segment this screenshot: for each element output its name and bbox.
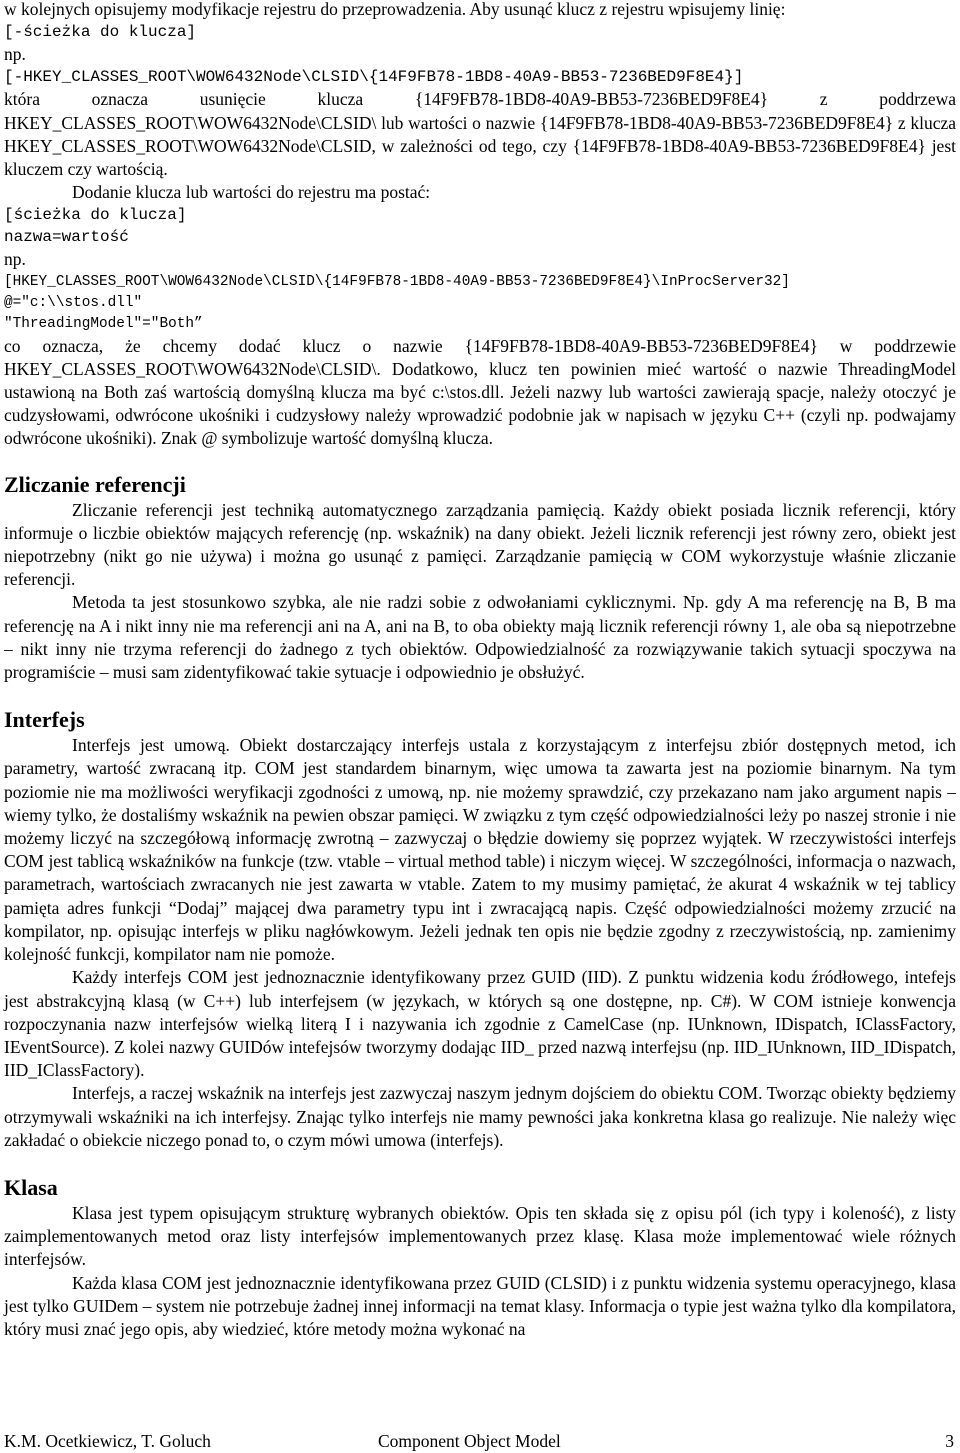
example-label-2: np. — [4, 249, 26, 270]
footer-title: Component Object Model — [378, 1431, 561, 1451]
example-label: np. — [4, 44, 26, 65]
code-delete-example: [-HKEY_CLASSES_ROOT\WOW6432Node\CLSID\{14F9FB78-1BD8-40A9-BB53-7236BED9F8E4}] — [4, 68, 744, 87]
code-add-example-key: [HKEY_CLASSES_ROOT\WOW6432Node\CLSID\{14F9FB78-1BD8-40A9-BB53-7236BED9F8E4}\InProcServer32] — [4, 273, 790, 290]
intro-line: w kolejnych opisujemy modyfikacje rejestru do przeprowadzenia. Aby usunąć klucz z rejestru wpisujemy linię: — [4, 0, 786, 19]
interface-paragraph-1: Interfejs jest umową. Obiekt dostarczający interfejs ustala z korzystającym z interfejsu zbiór dostępnych metod, ich parametry, wartość zwracaną itp. COM jest standardem binarnym, więc umowa ta zawarta jest na poziomie binarnym. Na tym poziomie nie ma możliwości weryfikacji zgodności z umową, np. nie możemy sprawdzić, czy przekazano nam jako argument napis – wiemy tylko, że dostaliśmy wskaźnik na pewien obszar pamięci. W związku z tym część odpowiedzialności leży po naszej stronie i nie możemy liczyć na szczegółową informację zwrotną – zazwyczaj o błędzie dowiemy się poprzez wyjątek. W rzeczywistości interfejs COM jest tablicą wskaźników na funkcje (tzw. vtable – virtual method table) i niczym więcej. W szczególności, informacja o nazwach, parametrach, wartościach zwracanych nie jest zawarta w vtable. Zatem to my musimy pamiętać, że akurat 4 wskaźnik w tej tablicy pamięta adres funkcji “Dodaj” mającej dwa parametry typu int i zwracającą napis. Część odpowiedzialności możemy zrzucić na kompilator, np. opisując interfejs w pliku nagłówkowym. Jeżeli jednak ten opis nie będzie zgodny z rzeczywistością, np. zamienimy kolejność funkcji, kompilator nam nie pomoże. — [4, 735, 956, 965]
section-heading-refcount: Zliczanie referencji — [4, 471, 186, 497]
page-number: 3 — [945, 1431, 954, 1451]
delete-explanation: która oznacza usunięcie klucza {14F9FB78-1BD8-40A9-BB53-7236BED9F8E4} z poddrzewa HKEY_CLASSES_ROOT\WOW6432Node\CLSID\ lub wartości o nazwie {14F9FB78-1BD8-40A9-BB53-7236BED9F8E4} z klucza HKEY_CLASSES_ROOT\WOW6432Node\CLSID, w zależności od tego, czy {14F9FB78-1BD8-40A9-BB53-7236BED9F8E4} jest kluczem czy wartością. — [4, 89, 956, 180]
interface-paragraph-2: Każdy interfejs COM jest jednoznacznie identyfikowany przez GUID (IID). Z punktu widzenia kodu źródłowego, intefejs jest abstrakcyjną klasą (w C++) lub interfejsem (w językach, w których są one dostępne, np. C#). W COM istnieje konwencja rozpoczynania nazw interfejsów wielką literą I i nazywania ich zgodnie z CamelCase (np. IUnknown, IDispatch, IClassFactory, IEventSource). Z kolei nazwy GUIDów intefejsów tworzymy dodając IID_ przed nazwą interfejsu (np. IID_IUnknown, IID_IDispatch, IID_IClassFactory). — [4, 967, 956, 1081]
code-add-example-threading: "ThreadingModel"="Both” — [4, 315, 203, 332]
class-paragraph-1: Klasa jest typem opisującym strukturę wybranych obiektów. Opis ten składa się z opisu pól (ich typy i koleność), z listy zaimplementowanych metod oraz listy interfejsów implementowanych przez klasę. Klasa może implementować wiele różnych interfejsów. — [4, 1202, 956, 1270]
code-add-path: [ścieżka do klucza] — [4, 206, 187, 225]
add-explanation: co oznacza, że chcemy dodać klucz o nazwie {14F9FB78-1BD8-40A9-BB53-7236BED9F8E4} w poddrzewie HKEY_CLASSES_ROOT\WOW6432Node\CLSID\. Dodatkowo, klucz ten powinien mieć wartość o nazwie ThreadingModel ustawioną na Both zaś wartością domyślną klucza ma być c:\stos.dll. Jeżeli nazwy lub wartości zawierają spacje, należy otoczyć je cudzysłowami, odwrócone ukośniki i cudzysłowy należy wprowadzić podobnie jak w napisach w języku C++ (czyli np. podwajamy odwrócone ukośniki). Znak @ symbolizuje wartość domyślną klucza. — [4, 335, 956, 449]
code-delete-path: [-ścieżka do klucza] — [4, 23, 197, 42]
class-paragraph-2: Każda klasa COM jest jednoznacznie identyfikowana przez GUID (CLSID) i z punktu widzenia systemu operacyjnego, klasa jest tylko GUIDem – system nie potrzebuje żadnej innej informacji na temat klasy. Informacja o typie jest ważna tylko dla kompilatora, który musi znać jego opis, aby wiedzieć, które metody można wykonać na — [4, 1272, 956, 1339]
section-heading-interface: Interfejs — [4, 707, 85, 733]
add-intro: Dodanie klucza lub wartości do rejestru ma postać: — [72, 182, 431, 203]
footer-authors: K.M. Ocetkiewicz, T. Goluch — [4, 1431, 211, 1451]
code-add-example-default: @="c:\\stos.dll" — [4, 294, 143, 311]
refcount-paragraph-1: Zliczanie referencji jest techniką automatycznego zarządzania pamięcią. Każdy obiekt posiada licznik referencji, który informuje o liczbie obiektów mających referencję (np. wskaźnik) na dany obiekt. Jeżeli licznik referencji jest równy zero, obiekt jest niepotrzebny (nikt go nie używa) i można go usunąć z pamięci. Zarządzanie pamięcią w COM wykorzystuje właśnie zliczanie referencji. — [4, 499, 956, 590]
section-heading-class: Klasa — [4, 1174, 58, 1200]
code-add-value: nazwa=wartość — [4, 228, 129, 247]
interface-paragraph-3: Interfejs, a raczej wskaźnik na interfejs jest zazwyczaj naszym jednym dojściem do obiektu COM. Tworząc obiekty będziemy otrzymywali wskaźniki na ich interfejsy. Znając tylko interfejs nie mamy pewności jaka konkretna klasa go realizuje. Nie należy więc zakładać o obiekcie niczego ponad to, o czym mówi umowa (interfejs). — [4, 1083, 956, 1150]
refcount-paragraph-2: Metoda ta jest stosunkowo szybka, ale nie radzi sobie z odwołaniami cyklicznymi. Np. gdy A ma referencję na B, B ma referencję na A i nikt inny nie ma referencji ani na A, ani na B, to oba obiekty mają licznik referencji równy 1, ale oba są niepotrzebne – nikt inny nie trzyma referencji do żadnego z tych obiektów. Odpowiedzialność za rozwiązywanie takich sytuacji spoczywa na programiście – musi sam zidentyfikować takie sytuacje i odpowiednio je obsłużyć. — [4, 592, 956, 683]
